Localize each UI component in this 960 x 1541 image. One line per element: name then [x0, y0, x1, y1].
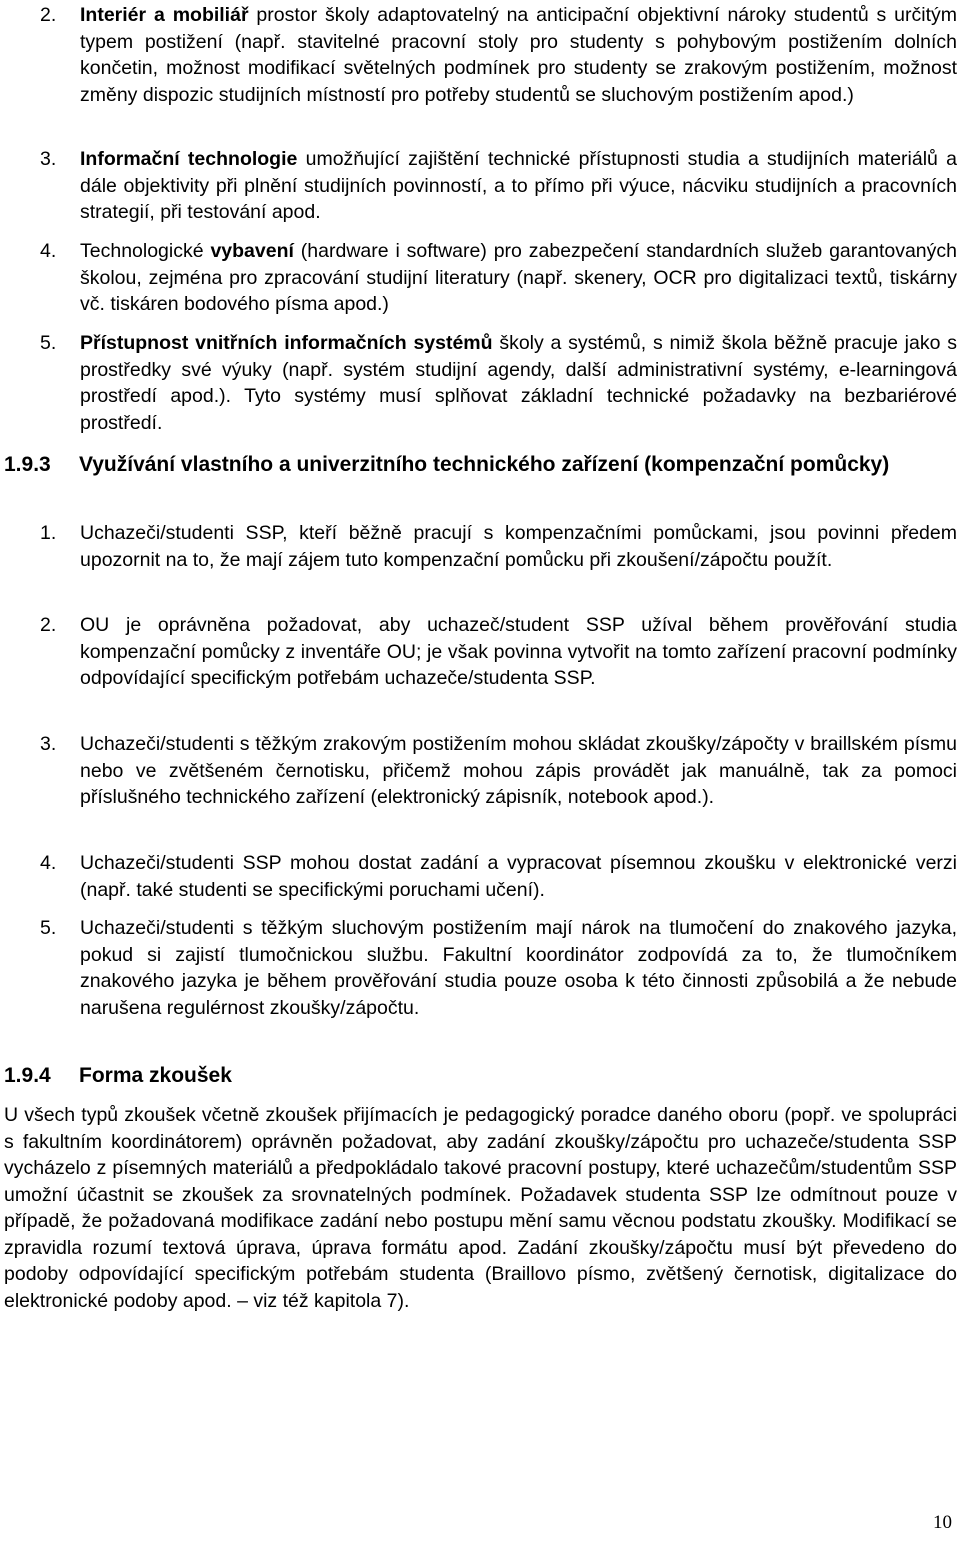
list-number: 4. — [40, 240, 57, 262]
list-number: 3. — [40, 148, 57, 170]
list-item-text: umožňující zajištění technické přístupnosti studia a studijních materiálů a dále objektivity při plnění studijních povinností, a to přímo při výuce, nácviku studijních a pracovních strategií, při testování apod. — [80, 148, 957, 224]
list-item-text: prostor školy adaptovatelný na anticipační objektivní nároky studentů s určitým typem postižení (např. stavitelné pracovní stoly pro studenty s pohybovým postižením dolních končetin, možnost modifikací světelných podmínek pro studenty se zrakovým postižením, možnost změny dispozic studijních místností pro potřeby studentů se sluchovým postižením apod.) — [80, 4, 957, 106]
section-heading-1-9-4 — [4, 1062, 957, 1089]
list-item-informacni-technologie — [0, 146, 957, 226]
list-number: 2. — [40, 614, 57, 636]
list-number: 3. — [40, 733, 57, 755]
list-number: 1. — [40, 522, 57, 544]
list-item-ou-opravnena — [0, 612, 957, 692]
list-item-text: (hardware i software) pro zabezpečení standardních služeb garantovaných školou, zejména pro zpracování studijní literatury (např. skenery, OCR pro digitalizaci textů, tiskárny vč. tiskáren bodového písma apod.) — [80, 240, 957, 316]
list-number: 2. — [40, 4, 57, 26]
list-item-term: Přístupnost vnitřních informačních systémů — [80, 332, 493, 354]
list-item-text: školy a systémů, s nimiž škola běžně pracuje jako s prostředky své výuky (např. systém studijní agendy, další administrativní systémy, e-learningová prostředí apod.). Tyto systémy musí splňovat základní technické požadavky na bezbariérové prostředí. — [80, 332, 957, 434]
list-item-elektronicka-verze — [0, 850, 957, 903]
list-item-interier — [0, 2, 957, 108]
page-number: 10 — [933, 1512, 952, 1533]
list-item-pristupnost — [0, 330, 957, 436]
section-heading-1-9-3 — [4, 451, 957, 478]
list-item-text: Uchazeči/studenti s těžkým zrakovým postižením mohou skládat zkoušky/zápočty v braillském písmu nebo ve zvětšeném černotisku, přičemž mohou zápis provádět jak manuálně, tak za pomoci příslušného technického zařízení (elektronický zápisník, notebook apod.). — [80, 733, 957, 809]
list-item-vybaveni — [0, 238, 957, 318]
list-number: 4. — [40, 852, 57, 874]
list-item-text: Uchazeči/studenti SSP mohou dostat zadání a vypracovat písemnou zkoušku v elektronické verzi (např. také studenti se specifickými poruchami učení). — [80, 852, 957, 901]
list-item-term: Interiér a mobiliář — [80, 4, 249, 26]
list-item-text: OU je oprávněna požadovat, aby uchazeč/student SSP užíval během prověřování studia kompenzační pomůcky z inventáře OU; je však povinna vytvořit na tomto zařízení pracovní podmínky odpovídající specifickým potřebám uchazeče/studenta SSP. — [80, 614, 957, 690]
section-title: Forma zkoušek — [79, 1064, 232, 1087]
section-title: Využívání vlastního a univerzitního technického zařízení (kompenzační pomůcky) — [79, 453, 890, 476]
list-item-text: Uchazeči/studenti SSP, kteří běžně pracují s kompenzačními pomůckami, jsou povinni předem upozornit na to, že mají zájem tuto kompenzační pomůcku při zkoušení/zápočtu použít. — [80, 522, 957, 571]
section-number: 1.9.3 — [4, 453, 51, 476]
section-paragraph-forma-zkousek: U všech typů zkoušek včetně zkoušek přijímacích je pedagogický poradce daného oboru (popř. ve spolupráci s fakultním koordinátorem) oprávněn požadovat, aby zadání zkoušky/zápočtu pro uchazeče/studenta SSP vycházelo z písemných materiálů a předpokládalo takové pracovní postupy, které uchazečům/studentům SSP umožní účastnit se zkoušek za srovnatelných podmínek. Požadavek studenta SSP lze odmítnout pouze v případě, že požadovaná modifikace zadání nebo postupu mění samu věcnou podstatu zkoušky. Modifikací se zpravidla rozumí textová úprava, úprava formátu apod. Zadání zkoušky/zápočtu musí být převedeno do podoby odpovídající specifickým potřebám studenta (Braillovo písmo, zvětšený černotisk, digitalizace do elektronické podoby apod. – viz též kapitola 7). — [4, 1104, 957, 1312]
list-item-zrakove-postizeni — [0, 731, 957, 811]
list-number: 5. — [40, 332, 57, 354]
list-item-sluchove-postizeni — [0, 915, 957, 1021]
section-number: 1.9.4 — [4, 1064, 51, 1087]
list-item-prefix: Technologické — [80, 240, 211, 262]
list-number: 5. — [40, 917, 57, 939]
list-item-kompenzacni-pomucky — [0, 520, 957, 573]
list-item-text: Uchazeči/studenti s těžkým sluchovým postižením mají nárok na tlumočení do znakového jazyka, pokud si zajistí tlumočnickou službu. Fakultní koordinátor zodpovídá za to, že tlumočníkem znakového jazyka je během prověřování studia pouze osoba k této činnosti způsobilá a že nebude narušena regulérnost zkoušky/zápočtu. — [80, 917, 957, 1019]
list-item-term: vybavení — [210, 240, 294, 262]
list-item-term: Informační technologie — [80, 148, 298, 170]
